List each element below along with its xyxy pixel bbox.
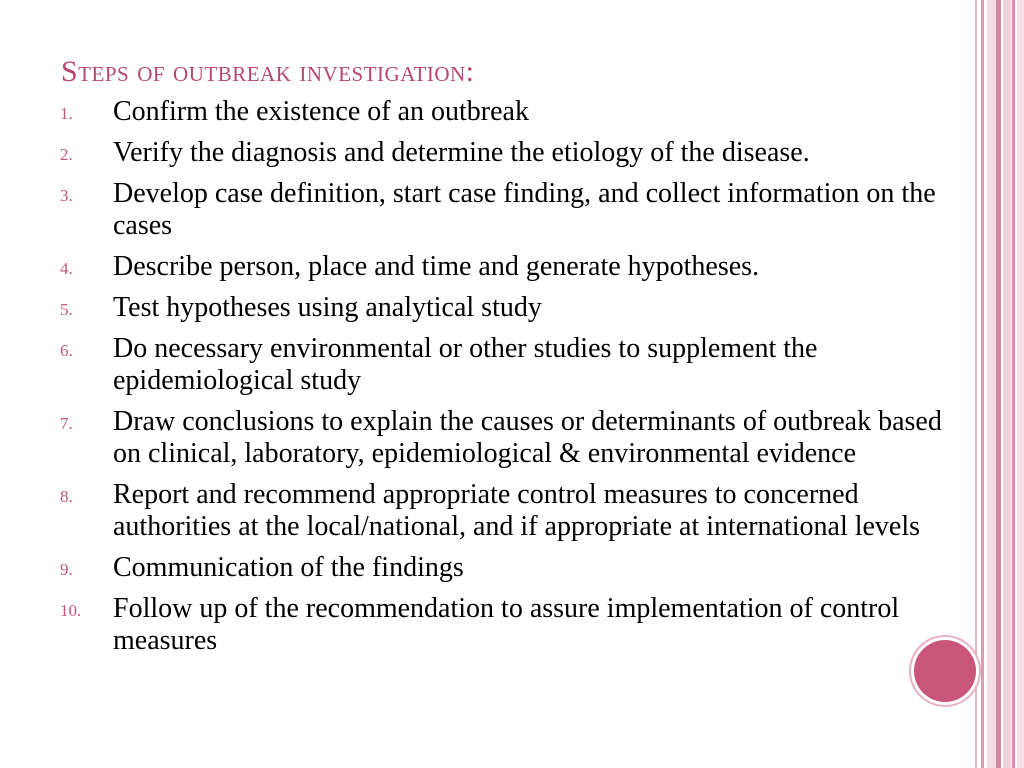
stripe [975,0,977,768]
step-number: 2. [60,145,73,164]
step-number: 4. [60,259,73,278]
list-item [0,479,975,543]
step-text: Describe person, place and time and generate hypotheses. [113,251,760,282]
steps-list [0,96,975,666]
slide-title: Steps of outbreak investigation: [61,55,475,88]
list-item [0,178,975,242]
step-number: 8. [60,487,73,506]
stripe [1017,0,1024,768]
list-item [0,137,975,169]
stripe [1003,0,1011,768]
list-item [0,552,975,584]
step-text: Follow up of the recommendation to assure implementation of control measures [113,593,900,656]
list-item [0,406,975,470]
step-number: 3. [60,186,73,205]
list-item [0,292,975,324]
list-item [0,96,975,128]
step-number: 10. [60,601,82,620]
step-text: Confirm the existence of an outbreak [113,96,529,127]
step-text: Do necessary environmental or other studies to supplement the epidemiological study [113,333,818,396]
step-text: Report and recommend appropriate control measures to concerned authorities at the local/national, and if appropriate at international levels [113,479,921,542]
list-item [0,333,975,397]
stripe [996,0,1001,768]
step-number: 1. [60,104,73,123]
decorative-stripes [975,0,1024,768]
step-number: 6. [60,341,73,360]
step-text: Draw conclusions to explain the causes or determinants of outbreak based on clinical, laboratory, epidemiological & environmental evidence [113,406,942,469]
step-text: Verify the diagnosis and determine the etiology of the disease. [113,137,810,168]
accent-circle [914,640,976,702]
step-text: Communication of the findings [113,552,464,583]
step-number: 5. [60,300,73,319]
step-text: Develop case definition, start case finding, and collect information on the cases [113,178,936,241]
step-number: 7. [60,414,73,433]
stripe [1012,0,1015,768]
step-number: 9. [60,560,73,579]
step-text: Test hypotheses using analytical study [113,292,542,323]
stripe [987,0,996,768]
list-item [0,593,975,657]
stripe [981,0,984,768]
list-item [0,251,975,283]
